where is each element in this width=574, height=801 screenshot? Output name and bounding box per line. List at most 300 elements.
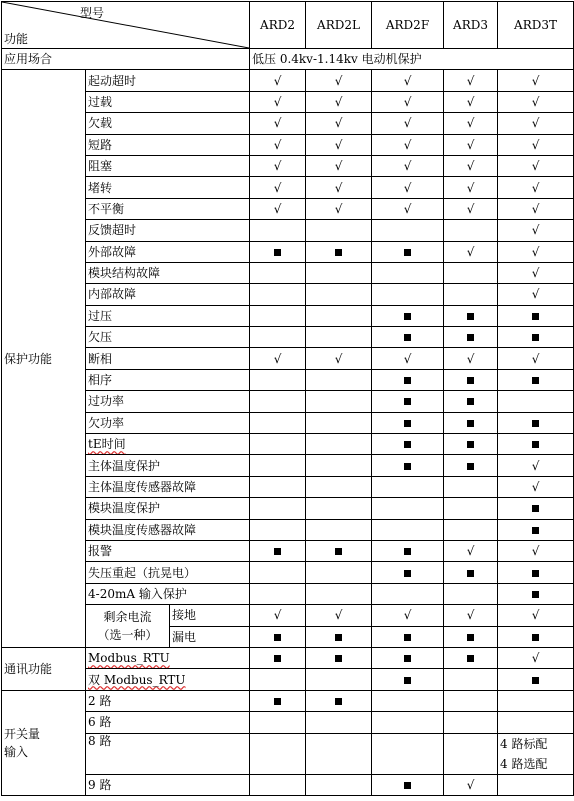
check-mark: √ — [466, 608, 475, 623]
switch-note: 4 路选配 — [500, 756, 548, 771]
value-cell-ard2l — [306, 284, 372, 305]
function-name-text: 双 Modbus_RTU — [88, 672, 186, 687]
value-cell-ard2l — [306, 113, 372, 134]
check-mark: √ — [531, 480, 540, 494]
value-cell-ard2f — [372, 134, 444, 155]
square-icon — [274, 634, 281, 641]
value-cell-ard2 — [250, 774, 306, 795]
value-cell-ard2l — [306, 434, 372, 455]
square-icon — [404, 634, 411, 641]
value-cell-ard2f — [372, 733, 444, 774]
function-name: 阻塞 — [86, 155, 250, 176]
value-cell-ard2l — [306, 412, 372, 433]
value-cell-ard3t — [498, 391, 574, 412]
check-mark: √ — [466, 159, 475, 174]
diagonal-line — [2, 2, 249, 48]
value-cell-ard2 — [250, 369, 306, 390]
square-icon — [335, 698, 342, 705]
check-mark: √ — [531, 73, 540, 88]
value-cell-ard2f — [372, 647, 444, 668]
value-cell-ard2f — [372, 519, 444, 540]
check-mark: √ — [531, 137, 540, 152]
table-row — [2, 540, 574, 561]
value-cell-ard3t — [498, 669, 574, 690]
value-cell-ard3t — [498, 305, 574, 326]
value-cell-ard2 — [250, 412, 306, 433]
square-icon — [467, 398, 474, 405]
value-cell-ard2l — [306, 305, 372, 326]
check-mark: √ — [531, 201, 540, 216]
check-mark: √ — [531, 244, 540, 259]
value-cell-ard3 — [444, 91, 498, 112]
value-cell-ard3t — [498, 498, 574, 519]
square-icon — [404, 463, 411, 470]
value-cell-ard2l — [306, 177, 372, 198]
check-mark: √ — [466, 73, 475, 88]
value-cell-ard2 — [250, 647, 306, 668]
check-mark: √ — [531, 608, 540, 623]
model-ard2f: ARD2F — [372, 2, 444, 49]
value-cell-ard2 — [250, 177, 306, 198]
value-cell-ard2 — [250, 733, 306, 774]
function-name-text: Modbus_RTU — [88, 651, 170, 666]
value-cell-ard2l — [306, 626, 372, 647]
value-cell-ard3 — [444, 476, 498, 497]
square-icon — [467, 634, 474, 641]
function-label: 功能 — [4, 32, 29, 46]
check-mark: √ — [403, 73, 412, 88]
value-cell-ard3t — [498, 412, 574, 433]
function-name: 主体温度保护 — [86, 455, 250, 476]
square-icon — [467, 463, 474, 470]
function-name: 短路 — [86, 134, 250, 155]
check-mark: √ — [273, 201, 282, 216]
function-name: 接地 — [170, 605, 250, 626]
value-cell-ard2l — [306, 391, 372, 412]
function-name — [86, 647, 250, 668]
check-mark: √ — [334, 94, 343, 109]
function-name: 漏电 — [170, 626, 250, 647]
square-icon — [404, 334, 411, 341]
value-cell-ard2l — [306, 241, 372, 262]
value-cell-ard2l — [306, 712, 372, 733]
value-cell-ard2 — [250, 284, 306, 305]
square-icon — [274, 698, 281, 705]
square-icon — [404, 398, 411, 405]
check-mark: √ — [466, 351, 475, 366]
square-icon — [404, 782, 411, 789]
square-icon — [467, 441, 474, 448]
value-cell-ard3 — [444, 155, 498, 176]
value-cell-ard3t — [498, 690, 574, 711]
function-name: 内部故障 — [86, 284, 250, 305]
check-mark: √ — [466, 180, 475, 195]
value-cell-ard2f — [372, 113, 444, 134]
value-cell-ard2l — [306, 134, 372, 155]
value-cell-ard3 — [444, 605, 498, 626]
group-protection: 保护功能 — [2, 70, 86, 648]
value-cell-ard2l — [306, 476, 372, 497]
model-label: 型号 — [80, 6, 105, 20]
value-cell-ard3t — [498, 519, 574, 540]
check-mark: √ — [466, 137, 475, 152]
table-row — [2, 262, 574, 283]
residual-label-line2: （选一种） — [97, 628, 158, 643]
value-cell-ard3t — [498, 562, 574, 583]
table-row — [2, 155, 574, 176]
value-cell-ard2 — [250, 476, 306, 497]
value-cell-ard3t — [498, 284, 574, 305]
value-cell-ard3 — [444, 327, 498, 348]
check-mark: √ — [403, 180, 412, 195]
square-icon — [404, 548, 411, 555]
table-row — [2, 305, 574, 326]
value-cell-ard2 — [250, 626, 306, 647]
square-icon — [274, 249, 281, 256]
check-mark: √ — [334, 137, 343, 152]
function-name: 过载 — [86, 91, 250, 112]
function-name: 模块温度保护 — [86, 498, 250, 519]
function-name: 欠功率 — [86, 412, 250, 433]
value-cell-ard2 — [250, 669, 306, 690]
function-name: 堵转 — [86, 177, 250, 198]
square-icon — [404, 377, 411, 384]
square-icon — [404, 249, 411, 256]
function-name: 过功率 — [86, 391, 250, 412]
value-cell-ard2f — [372, 562, 444, 583]
value-cell-ard2l — [306, 369, 372, 390]
value-cell-ard2f — [372, 241, 444, 262]
function-name: 模块温度传感器故障 — [86, 519, 250, 540]
check-mark: √ — [531, 544, 540, 559]
value-cell-ard3 — [444, 241, 498, 262]
function-name: 模块结构故障 — [86, 262, 250, 283]
value-cell-ard2 — [250, 434, 306, 455]
value-cell-ard2f — [372, 434, 444, 455]
value-cell-ard3t — [498, 583, 574, 604]
model-ard3t: ARD3T — [498, 2, 574, 49]
square-icon — [532, 591, 539, 598]
table-row — [2, 733, 574, 774]
check-mark: √ — [531, 94, 540, 109]
table-row — [2, 434, 574, 455]
square-icon — [404, 655, 411, 662]
table-row — [2, 70, 574, 91]
check-mark: √ — [334, 73, 343, 88]
value-cell-ard2l — [306, 647, 372, 668]
check-mark: √ — [403, 351, 412, 366]
value-cell-ard2l — [306, 455, 372, 476]
value-cell-ard2l — [306, 540, 372, 561]
value-cell-ard3t — [498, 455, 574, 476]
value-cell-ard3 — [444, 669, 498, 690]
value-cell-ard3t — [498, 647, 574, 668]
value-cell-ard2l — [306, 198, 372, 219]
table-row — [2, 113, 574, 134]
value-cell-ard3t — [498, 348, 574, 369]
value-cell-ard2 — [250, 455, 306, 476]
value-cell-ard3t — [498, 540, 574, 561]
square-icon — [467, 334, 474, 341]
square-icon — [467, 313, 474, 320]
application-value: 低压 0.4kv-1.14kv 电动机保护 — [250, 49, 574, 70]
table-row — [2, 284, 574, 305]
table-row — [2, 519, 574, 540]
function-name: 主体温度传感器故障 — [86, 476, 250, 497]
value-cell-ard2f — [372, 583, 444, 604]
check-mark: √ — [466, 94, 475, 109]
value-cell-ard2f — [372, 220, 444, 241]
check-mark: √ — [531, 651, 540, 666]
check-mark: √ — [403, 608, 412, 623]
table-row — [2, 327, 574, 348]
check-mark: √ — [466, 116, 475, 131]
value-cell-ard2 — [250, 241, 306, 262]
value-cell-ard3t — [498, 712, 574, 733]
value-cell-ard2 — [250, 583, 306, 604]
value-cell-ard2f — [372, 91, 444, 112]
value-cell-ard2l — [306, 605, 372, 626]
check-mark: √ — [403, 137, 412, 152]
check-mark: √ — [466, 244, 475, 259]
square-icon — [404, 313, 411, 320]
value-cell-ard2f — [372, 626, 444, 647]
function-name: 外部故障 — [86, 241, 250, 262]
value-cell-ard3t — [498, 134, 574, 155]
check-mark: √ — [531, 266, 540, 281]
function-name — [86, 669, 250, 690]
value-cell-ard2f — [372, 391, 444, 412]
value-cell-ard2 — [250, 70, 306, 91]
value-cell-ard2f — [372, 690, 444, 711]
square-icon — [274, 548, 281, 555]
check-mark: √ — [273, 159, 282, 174]
check-mark: √ — [403, 94, 412, 109]
table-row — [2, 369, 574, 390]
square-icon — [467, 655, 474, 662]
table-row — [2, 605, 574, 626]
value-cell-ard2l — [306, 70, 372, 91]
value-cell-ard2f — [372, 262, 444, 283]
value-cell-ard3 — [444, 177, 498, 198]
value-cell-ard2 — [250, 391, 306, 412]
table-row — [2, 647, 574, 668]
value-cell-ard3t — [498, 155, 574, 176]
check-mark: √ — [273, 73, 282, 88]
value-cell-ard3t — [498, 733, 574, 774]
check-mark: √ — [403, 116, 412, 131]
value-cell-ard2f — [372, 177, 444, 198]
table-row — [2, 91, 574, 112]
table-row — [2, 391, 574, 412]
square-icon — [532, 505, 539, 512]
check-mark: √ — [531, 351, 540, 366]
square-icon — [335, 634, 342, 641]
value-cell-ard2 — [250, 327, 306, 348]
value-cell-ard2f — [372, 476, 444, 497]
square-icon — [335, 655, 342, 662]
table-row — [2, 583, 574, 604]
value-cell-ard2 — [250, 91, 306, 112]
table-row — [2, 774, 574, 795]
function-name: 欠压 — [86, 327, 250, 348]
value-cell-ard2f — [372, 669, 444, 690]
function-name: 起动超时 — [86, 70, 250, 91]
function-name: 4-20mA 输入保护 — [86, 583, 250, 604]
value-cell-ard2l — [306, 498, 372, 519]
value-cell-ard3t — [498, 327, 574, 348]
check-mark: √ — [531, 180, 540, 195]
value-cell-ard3 — [444, 626, 498, 647]
square-icon — [532, 677, 539, 684]
value-cell-ard3t — [498, 220, 574, 241]
value-cell-ard2l — [306, 774, 372, 795]
check-mark: √ — [273, 351, 282, 366]
check-mark: √ — [466, 544, 475, 559]
table-row — [2, 669, 574, 690]
value-cell-ard2f — [372, 327, 444, 348]
square-icon — [532, 570, 539, 577]
value-cell-ard2l — [306, 348, 372, 369]
check-mark: √ — [273, 608, 282, 623]
model-ard2l: ARD2L — [306, 2, 372, 49]
value-cell-ard2 — [250, 348, 306, 369]
square-icon — [404, 570, 411, 577]
check-mark: √ — [273, 94, 282, 109]
square-icon — [404, 420, 411, 427]
value-cell-ard2f — [372, 774, 444, 795]
residual-label-line1: 剩余电流 — [103, 610, 152, 625]
value-cell-ard2 — [250, 155, 306, 176]
value-cell-ard2f — [372, 455, 444, 476]
square-icon — [467, 570, 474, 577]
value-cell-ard3 — [444, 733, 498, 774]
value-cell-ard3 — [444, 369, 498, 390]
value-cell-ard2 — [250, 498, 306, 519]
check-mark: √ — [531, 116, 540, 131]
value-cell-ard2l — [306, 220, 372, 241]
value-cell-ard2 — [250, 540, 306, 561]
value-cell-ard3t — [498, 369, 574, 390]
function-name: 过压 — [86, 305, 250, 326]
value-cell-ard3t — [498, 241, 574, 262]
value-cell-ard2 — [250, 305, 306, 326]
value-cell-ard2f — [372, 70, 444, 91]
value-cell-ard2l — [306, 690, 372, 711]
check-mark: √ — [531, 287, 540, 302]
value-cell-ard2f — [372, 540, 444, 561]
switch-note: 4 路标配 — [500, 736, 548, 751]
function-name: 反馈超时 — [86, 220, 250, 241]
value-cell-ard2f — [372, 284, 444, 305]
function-name: 失压重起（抗晃电） — [86, 562, 250, 583]
application-label: 应用场合 — [2, 49, 250, 70]
value-cell-ard3 — [444, 774, 498, 795]
square-icon — [532, 441, 539, 448]
value-cell-ard3t — [498, 177, 574, 198]
square-icon — [532, 334, 539, 341]
square-icon — [532, 313, 539, 320]
value-cell-ard3 — [444, 455, 498, 476]
square-icon — [467, 377, 474, 384]
function-table — [1, 1, 574, 796]
table-row — [2, 498, 574, 519]
value-cell-ard2f — [372, 155, 444, 176]
table-row — [2, 198, 574, 219]
value-cell-ard3 — [444, 348, 498, 369]
square-icon — [467, 420, 474, 427]
check-mark: √ — [334, 608, 343, 623]
value-cell-ard2f — [372, 198, 444, 219]
value-cell-ard2l — [306, 155, 372, 176]
value-cell-ard3 — [444, 134, 498, 155]
function-name: 2 路 — [86, 690, 250, 711]
square-icon — [532, 420, 539, 427]
table-row — [2, 177, 574, 198]
group-communication: 通讯功能 — [2, 647, 86, 690]
value-cell-ard2f — [372, 348, 444, 369]
value-cell-ard3 — [444, 70, 498, 91]
switch-label-line1: 开关量 — [4, 726, 41, 741]
square-icon — [404, 677, 411, 684]
function-name: 6 路 — [86, 712, 250, 733]
value-cell-ard3 — [444, 712, 498, 733]
header-diagonal-cell — [2, 2, 250, 49]
table-row — [2, 562, 574, 583]
check-mark: √ — [531, 223, 540, 238]
value-cell-ard3t — [498, 434, 574, 455]
value-cell-ard3t — [498, 774, 574, 795]
value-cell-ard2 — [250, 605, 306, 626]
value-cell-ard3 — [444, 647, 498, 668]
check-mark: √ — [466, 777, 475, 792]
value-cell-ard2l — [306, 327, 372, 348]
value-cell-ard3 — [444, 434, 498, 455]
value-cell-ard3 — [444, 412, 498, 433]
value-cell-ard2 — [250, 113, 306, 134]
table-row — [2, 690, 574, 711]
value-cell-ard2 — [250, 198, 306, 219]
value-cell-ard3t — [498, 476, 574, 497]
value-cell-ard3t — [498, 198, 574, 219]
value-cell-ard3t — [498, 113, 574, 134]
value-cell-ard3 — [444, 284, 498, 305]
function-name: 8 路 — [86, 733, 250, 774]
value-cell-ard2 — [250, 712, 306, 733]
check-mark: √ — [466, 201, 475, 216]
value-cell-ard3 — [444, 540, 498, 561]
value-cell-ard2l — [306, 669, 372, 690]
value-cell-ard3t — [498, 626, 574, 647]
check-mark: √ — [403, 159, 412, 174]
value-cell-ard3 — [444, 562, 498, 583]
function-name: 报警 — [86, 540, 250, 561]
check-mark: √ — [334, 159, 343, 174]
table-row — [2, 455, 574, 476]
value-cell-ard2 — [250, 134, 306, 155]
check-mark: √ — [334, 201, 343, 216]
value-cell-ard2l — [306, 262, 372, 283]
table-row — [2, 412, 574, 433]
check-mark: √ — [273, 137, 282, 152]
value-cell-ard3 — [444, 113, 498, 134]
check-mark: √ — [334, 180, 343, 195]
value-cell-ard2f — [372, 412, 444, 433]
value-cell-ard3t — [498, 70, 574, 91]
function-name: 欠载 — [86, 113, 250, 134]
group-switch-input — [2, 690, 86, 795]
table-row — [2, 348, 574, 369]
